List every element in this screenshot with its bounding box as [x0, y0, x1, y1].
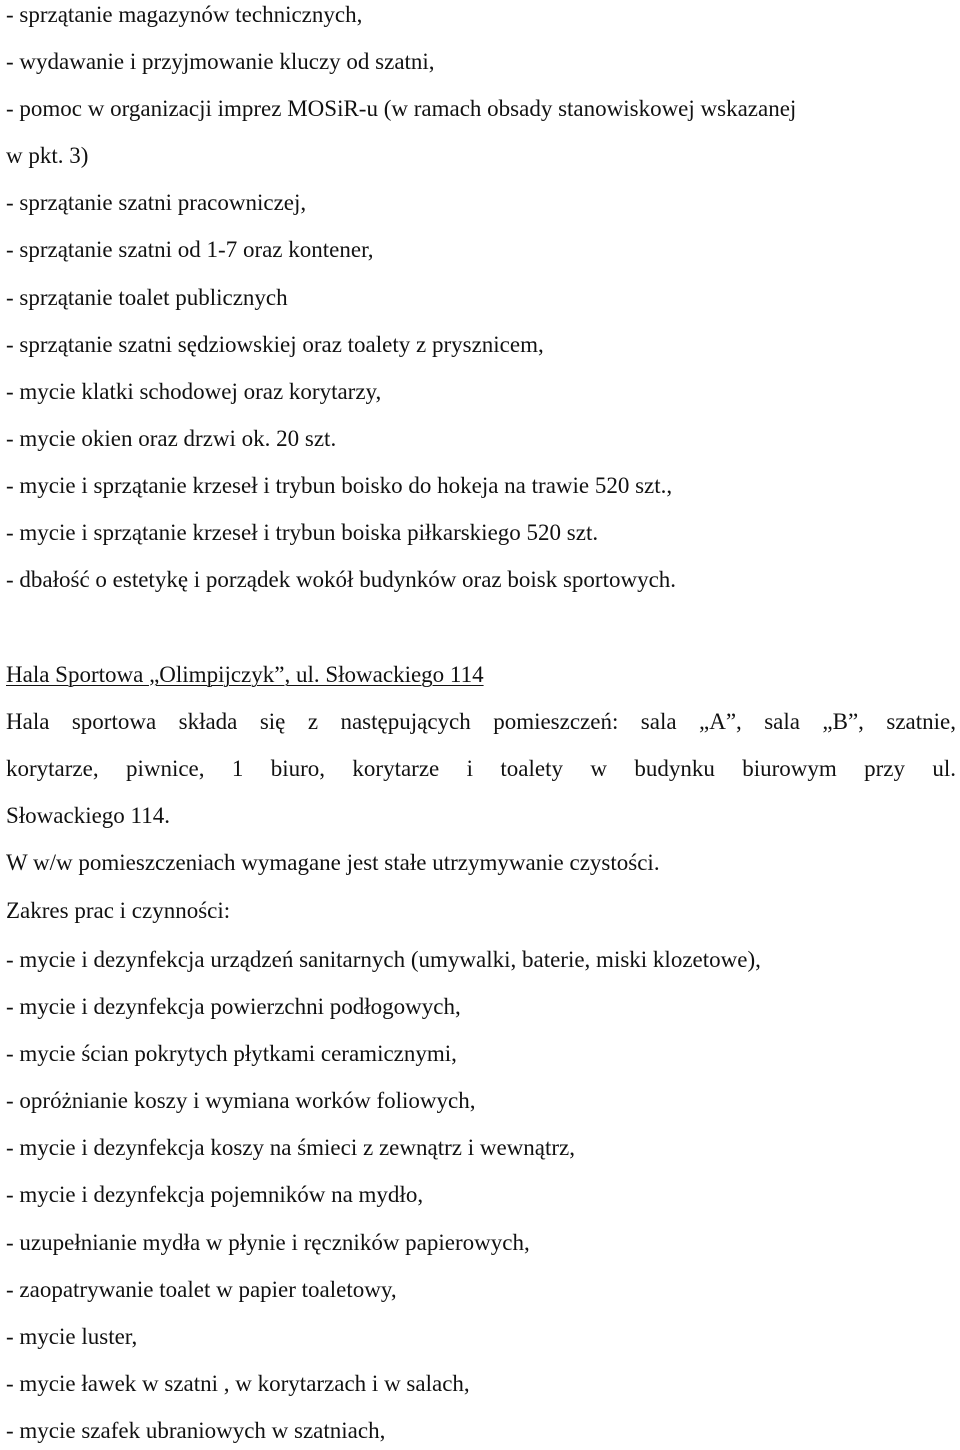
list-item: - sprzątanie toalet publicznych [6, 285, 288, 310]
list-item: - mycie luster, [6, 1324, 138, 1349]
list-item: - mycie ścian pokrytych płytkami ceramicznymi, [6, 1041, 457, 1066]
list-item: - sprzątanie szatni sędziowskiej oraz toalety z prysznicem, [6, 332, 544, 357]
list-item: - mycie szafek ubraniowych w szatniach, [6, 1418, 386, 1443]
section-heading: Hala Sportowa „Olimpijczyk”, ul. Słowackiego 114 [6, 662, 484, 687]
list-item: - mycie i dezynfekcja koszy na śmieci z zewnątrz i wewnątrz, [6, 1135, 575, 1160]
list-item: - dbałość o estetykę i porządek wokół budynków oraz boisk sportowych. [6, 567, 677, 592]
section-description-line: korytarze, piwnice, 1 biuro, korytarze i toalety w budynku biurowym przy ul. [6, 756, 956, 781]
section-description-line: Słowackiego 114. [6, 803, 170, 828]
list-item: - pomoc w organizacji imprez MOSiR-u (w ramach obsady stanowiskowej wskazanej [6, 96, 797, 121]
list-item: - mycie i sprzątanie krzeseł i trybun boiska piłkarskiego 520 szt. [6, 520, 599, 545]
list-item: - uzupełnianie mydła w płynie i ręczników papierowych, [6, 1230, 530, 1255]
list-item: - wydawanie i przyjmowanie kluczy od szatni, [6, 49, 435, 74]
list-item: - mycie i dezynfekcja powierzchni podłogowych, [6, 994, 461, 1019]
list-item: - mycie i dezynfekcja urządzeń sanitarnych (umywalki, baterie, miski klozetowe), [6, 947, 761, 972]
section-requirement: W w/w pomieszczeniach wymagane jest stałe utrzymywanie czystości. [6, 850, 660, 875]
list-item-continuation: w pkt. 3) [6, 143, 89, 168]
list-item: - mycie i dezynfekcja pojemników na mydło, [6, 1182, 424, 1207]
list-item: - opróżnianie koszy i wymiana worków foliowych, [6, 1088, 476, 1113]
list-item: - mycie klatki schodowej oraz korytarzy, [6, 379, 382, 404]
section-description-line: Hala sportowa składa się z następujących pomieszczeń: sala „A”, sala „B”, szatnie, [6, 709, 956, 734]
list-item: - sprzątanie szatni pracowniczej, [6, 190, 307, 215]
list-item: - sprzątanie magazynów technicznych, [6, 2, 363, 27]
list-item: - sprzątanie szatni od 1-7 oraz kontener, [6, 237, 374, 262]
list-item: - mycie ławek w szatni , w korytarzach i w salach, [6, 1371, 470, 1396]
list-item: - zaopatrywanie toalet w papier toaletowy, [6, 1277, 397, 1302]
list-item: - mycie i sprzątanie krzeseł i trybun boisko do hokeja na trawie 520 szt., [6, 473, 673, 498]
list-item: - mycie okien oraz drzwi ok. 20 szt. [6, 426, 337, 451]
scope-label: Zakres prac i czynności: [6, 898, 231, 923]
